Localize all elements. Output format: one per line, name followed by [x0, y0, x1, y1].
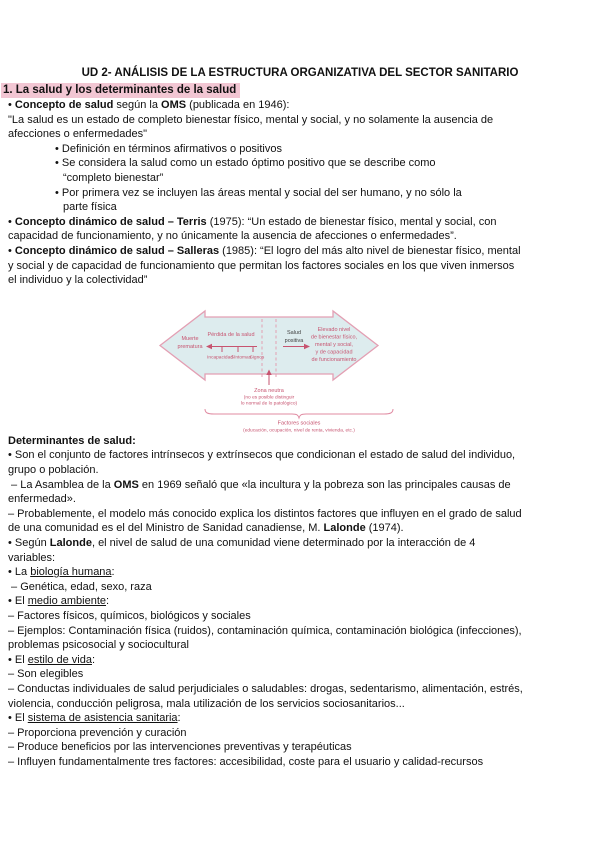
social-factors-brace	[205, 409, 393, 418]
text-segment: OMS	[113, 478, 139, 491]
text-segment: :	[177, 712, 181, 725]
neutral-zone-label-1: Zona neutra	[254, 387, 284, 394]
text-segment: – Factores físicos, químicos, biológicos y sociales	[8, 609, 251, 622]
text-line	[8, 594, 592, 609]
text-segment: según la	[113, 99, 162, 112]
text-segment: Concepto dinámico de salud – Terris	[14, 215, 207, 228]
text-segment: – Genética, edad, sexo, raza	[8, 580, 152, 593]
text-segment: sistema de asistencia sanitaria	[27, 712, 178, 725]
text-segment: parte física	[63, 201, 117, 214]
social-factors-label-2: (educación, ocupación, nivel de renta, vivienda, etc.)	[243, 428, 355, 434]
premature-death-label: Muerte	[181, 335, 199, 342]
wellbeing-label-2: de bienestar físico,	[310, 334, 358, 341]
premature-death-label-2: prematura	[177, 343, 203, 350]
text-segment: Concepto dinámico de salud – Salleras	[14, 245, 220, 258]
text-line	[8, 755, 592, 770]
determinants-text-block	[8, 434, 592, 770]
text-segment: • El	[8, 595, 28, 608]
text-line	[8, 609, 592, 624]
text-line	[8, 113, 592, 128]
wellbeing-label-1: Elevado nivel	[317, 326, 351, 333]
text-line	[8, 667, 592, 682]
text-line	[8, 682, 592, 697]
section-heading-row	[3, 81, 592, 99]
text-line	[8, 565, 592, 580]
text-line	[8, 624, 592, 639]
text-line	[8, 463, 592, 478]
text-segment: Determinantes de salud:	[8, 434, 136, 447]
text-segment: de una comunidad es el del Ministro de Sanidad canadiense, M.	[8, 522, 324, 535]
text-segment: • Definición en términos afirmativos o positivos	[55, 142, 282, 155]
text-segment: (1985): “El logro del más alto nivel de bienestar físico, mental	[219, 245, 521, 258]
wellbeing-label-4: y de capacidad	[315, 349, 353, 356]
wellbeing-label-3: mental y social,	[315, 341, 353, 348]
document-title: UD 2- ANÁLISIS DE LA ESTRUCTURA ORGANIZATIVA DEL SECTOR SANITARIO	[81, 67, 519, 79]
text-segment: Concepto de salud	[14, 99, 114, 112]
section-heading: 1. La salud y los determinantes de la salud	[1, 83, 240, 99]
text-segment: OMS	[161, 99, 187, 112]
positive-health-label: Salud	[286, 329, 302, 336]
text-line	[8, 536, 592, 551]
text-line	[8, 259, 592, 274]
text-segment: :	[111, 566, 115, 579]
text-segment: • El	[8, 712, 28, 725]
text-segment: Lalonde	[323, 522, 366, 535]
text-segment: – La Asamblea de la	[8, 478, 114, 491]
text-segment: – Son elegibles	[8, 668, 84, 681]
neutral-zone-label-3: lo normal de lo patológico)	[240, 401, 298, 407]
text-line	[8, 434, 592, 449]
text-line	[8, 740, 592, 755]
text-segment: – Proporciona prevención y curación	[8, 726, 187, 739]
text-segment: medio ambiente	[27, 595, 107, 608]
text-segment: (1975): “Un estado de bienestar físico, mental y social, con	[206, 215, 497, 228]
text-line	[8, 507, 592, 522]
intro-text-block	[8, 98, 592, 288]
text-segment: violencia, conducción peligrosa, mala utilización de los servicios sociosanitarios...	[8, 697, 405, 710]
text-line	[8, 653, 592, 668]
text-line	[8, 229, 592, 244]
text-segment: – Produce beneficios por las intervenciones preventivas y terapéuticas	[8, 741, 352, 754]
health-loss-label: Pérdida de la salud	[207, 331, 255, 338]
text-line	[8, 142, 592, 157]
social-factors-label-1: Factores sociales	[277, 420, 321, 427]
text-segment: y social y de capacidad de funcionamiento que permitan los factores sociales en los que viven inmersos	[8, 259, 515, 272]
text-segment: , el nivel de salud de una comunidad viene determinado por la interacción de 4	[91, 536, 476, 549]
text-line	[8, 215, 592, 230]
text-line	[8, 697, 592, 712]
text-segment: afecciones o enfermedades"	[8, 128, 148, 141]
text-segment: "La salud es un estado de completo bienestar físico, mental y social, y no solamente la ausencia de	[8, 113, 494, 126]
text-segment: biología humana	[30, 566, 112, 579]
text-segment: •	[8, 245, 15, 258]
text-line	[8, 551, 592, 566]
text-line	[8, 98, 592, 113]
text-segment: variables:	[8, 551, 56, 564]
text-segment: • Se considera la salud como un estado óptimo positivo que se describe como	[55, 157, 436, 170]
text-line	[8, 726, 592, 741]
text-segment: enfermedad».	[8, 493, 76, 506]
text-line	[8, 171, 592, 186]
text-line	[8, 244, 592, 259]
text-line	[8, 580, 592, 595]
text-segment: • Son el conjunto de factores intrínsecos y extrínsecos que condicionan el estado de salud del individuo,	[8, 449, 516, 462]
text-line	[8, 273, 592, 288]
text-line	[8, 711, 592, 726]
text-line	[8, 638, 592, 653]
text-line	[8, 127, 592, 142]
text-segment: en 1969 señaló que «la incultura y la pobreza son las principales causas de	[138, 478, 511, 491]
text-segment: • El	[8, 653, 28, 666]
text-segment: el individuo y la colectividad”	[8, 274, 148, 287]
text-line	[8, 478, 592, 493]
text-segment: •	[8, 215, 15, 228]
wellbeing-label-5: de funcionamiento	[311, 356, 357, 363]
text-segment: capacidad de funcionamiento, y no únicamente la ausencia de afecciones o enfermedades”.	[8, 230, 457, 243]
text-segment: – Influyen fundamentalmente tres factores: accesibilidad, coste para el usuario y calidad-recursos	[8, 755, 484, 768]
text-segment: • La	[8, 566, 31, 579]
text-segment: – Ejemplos: Contaminación física (ruidos), contaminación química, contaminación biológica (infecciones),	[8, 624, 522, 637]
positive-health-label-2: positiva	[284, 337, 304, 344]
text-segment: (publicada en 1946):	[186, 99, 290, 112]
text-segment: (1974).	[365, 522, 404, 535]
text-line	[8, 186, 592, 201]
scale-label-signos: Signos	[249, 355, 265, 361]
text-line	[8, 156, 592, 171]
text-segment: Lalonde	[49, 536, 92, 549]
text-line	[8, 448, 592, 463]
text-line	[8, 521, 592, 536]
text-segment: •	[8, 99, 15, 112]
text-segment: grupo o población.	[8, 464, 99, 476]
text-segment: • Según	[8, 536, 50, 549]
text-line	[8, 492, 592, 507]
text-segment: – Probablemente, el modelo más conocido explica los distintos factores que influyen en el grado de salud	[8, 507, 522, 520]
scale-label-sintomas: Síntomas	[230, 355, 252, 361]
text-segment: problemas psicosocial y sociocultural	[8, 639, 189, 652]
text-segment: “completo bienestar”	[63, 172, 164, 185]
health-continuum-diagram	[8, 298, 592, 434]
scale-label-incapacidad: Incapacidad	[207, 355, 233, 361]
text-line	[8, 200, 592, 215]
text-segment: – Conductas individuales de salud perjudiciales o saludables: drogas, sedentarismo, alimentación, estrés,	[8, 682, 523, 695]
text-segment: • Por primera vez se incluyen las áreas mental y social del ser humano, y no sólo la	[55, 186, 462, 199]
text-segment: :	[91, 653, 96, 666]
neutral-zone-label-2: (no es posible distinguir	[243, 395, 295, 401]
text-segment: :	[106, 595, 110, 608]
text-segment: estilo de vida	[27, 653, 92, 666]
